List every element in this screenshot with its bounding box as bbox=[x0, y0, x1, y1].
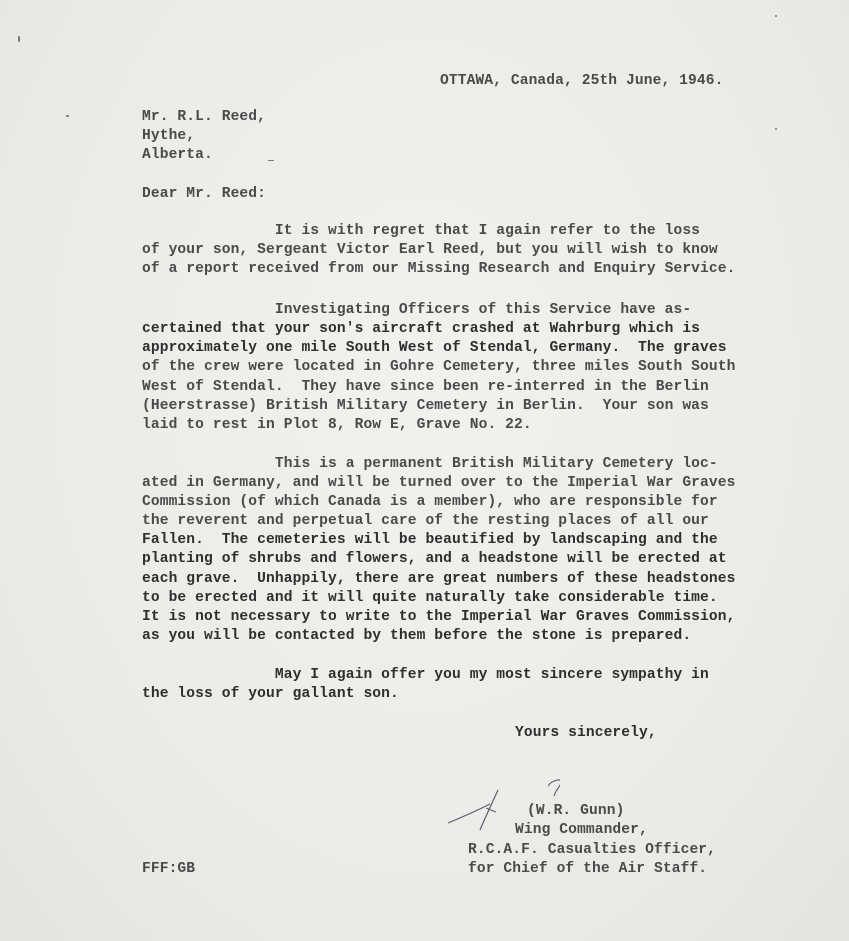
paper-speck bbox=[775, 15, 777, 17]
reference-initials: FFF:GB bbox=[142, 861, 196, 877]
paragraph-3-line: Fallen. The cemeteries will be beautified by landscaping and the bbox=[142, 532, 718, 548]
salutation: Dear Mr. Reed: bbox=[142, 186, 267, 202]
signatory-for: for Chief of the Air Staff. bbox=[468, 861, 708, 877]
paper-speck bbox=[66, 115, 69, 117]
signatory-name: (W.R. Gunn) bbox=[527, 803, 625, 819]
paragraph-4-line: May I again offer you my most sincere sympathy in bbox=[142, 667, 709, 683]
dateline: OTTAWA, Canada, 25th June, 1946. bbox=[440, 73, 724, 89]
recipient-name: Mr. R.L. Reed, bbox=[142, 109, 267, 125]
paragraph-3-line: as you will be contacted by them before the stone is prepared. bbox=[142, 628, 692, 644]
paragraph-2-line: (Heerstrasse) British Military Cemetery in Berlin. Your son was bbox=[142, 398, 709, 414]
paragraph-1-line: It is with regret that I again refer to the loss bbox=[142, 223, 701, 239]
paragraph-3-line: planting of shrubs and flowers, and a headstone will be erected at bbox=[142, 551, 727, 567]
paragraph-2-line: Investigating Officers of this Service have as- bbox=[142, 302, 692, 318]
paragraph-3-line: to be erected and it will quite naturally take considerable time. bbox=[142, 590, 718, 606]
signatory-title: R.C.A.F. Casualties Officer, bbox=[468, 842, 717, 858]
paragraph-1-line: of your son, Sergeant Victor Earl Reed, but you will wish to know bbox=[142, 242, 718, 258]
paragraph-3-line: This is a permanent British Military Cemetery loc- bbox=[142, 456, 718, 472]
recipient-town: Hythe, bbox=[142, 128, 196, 144]
paragraph-2-line: West of Stendal. They have since been re-interred in the Berlin bbox=[142, 379, 709, 395]
paper-speck bbox=[775, 128, 777, 130]
paragraph-3-line: It is not necessary to write to the Imperial War Graves Commission, bbox=[142, 609, 736, 625]
paragraph-1-line: of a report received from our Missing Research and Enquiry Service. bbox=[142, 261, 736, 277]
closing: Yours sincerely, bbox=[515, 725, 657, 741]
paragraph-2-line: of the crew were located in Gohre Cemetery, three miles South South bbox=[142, 359, 736, 375]
paragraph-2-line: approximately one mile South West of Stendal, Germany. The graves bbox=[142, 340, 727, 356]
signatory-rank: Wing Commander, bbox=[515, 822, 648, 838]
paragraph-3-line: each grave. Unhappily, there are great numbers of these headstones bbox=[142, 571, 736, 587]
paragraph-4-line: the loss of your gallant son. bbox=[142, 686, 399, 702]
paragraph-2-line: certained that your son's aircraft crashed at Wahrburg which is bbox=[142, 321, 701, 337]
recipient-province: Alberta. bbox=[142, 147, 213, 163]
paragraph-3-line: ated in Germany, and will be turned over to the Imperial War Graves bbox=[142, 475, 736, 491]
paragraph-3-line: Commission (of which Canada is a member), who are responsible for bbox=[142, 494, 718, 510]
paper-speck bbox=[268, 160, 274, 161]
paragraph-2-line: laid to rest in Plot 8, Row E, Grave No. 22. bbox=[142, 417, 532, 433]
paper-speck bbox=[18, 36, 20, 42]
paragraph-3-line: the reverent and perpetual care of the resting places of all our bbox=[142, 513, 709, 529]
